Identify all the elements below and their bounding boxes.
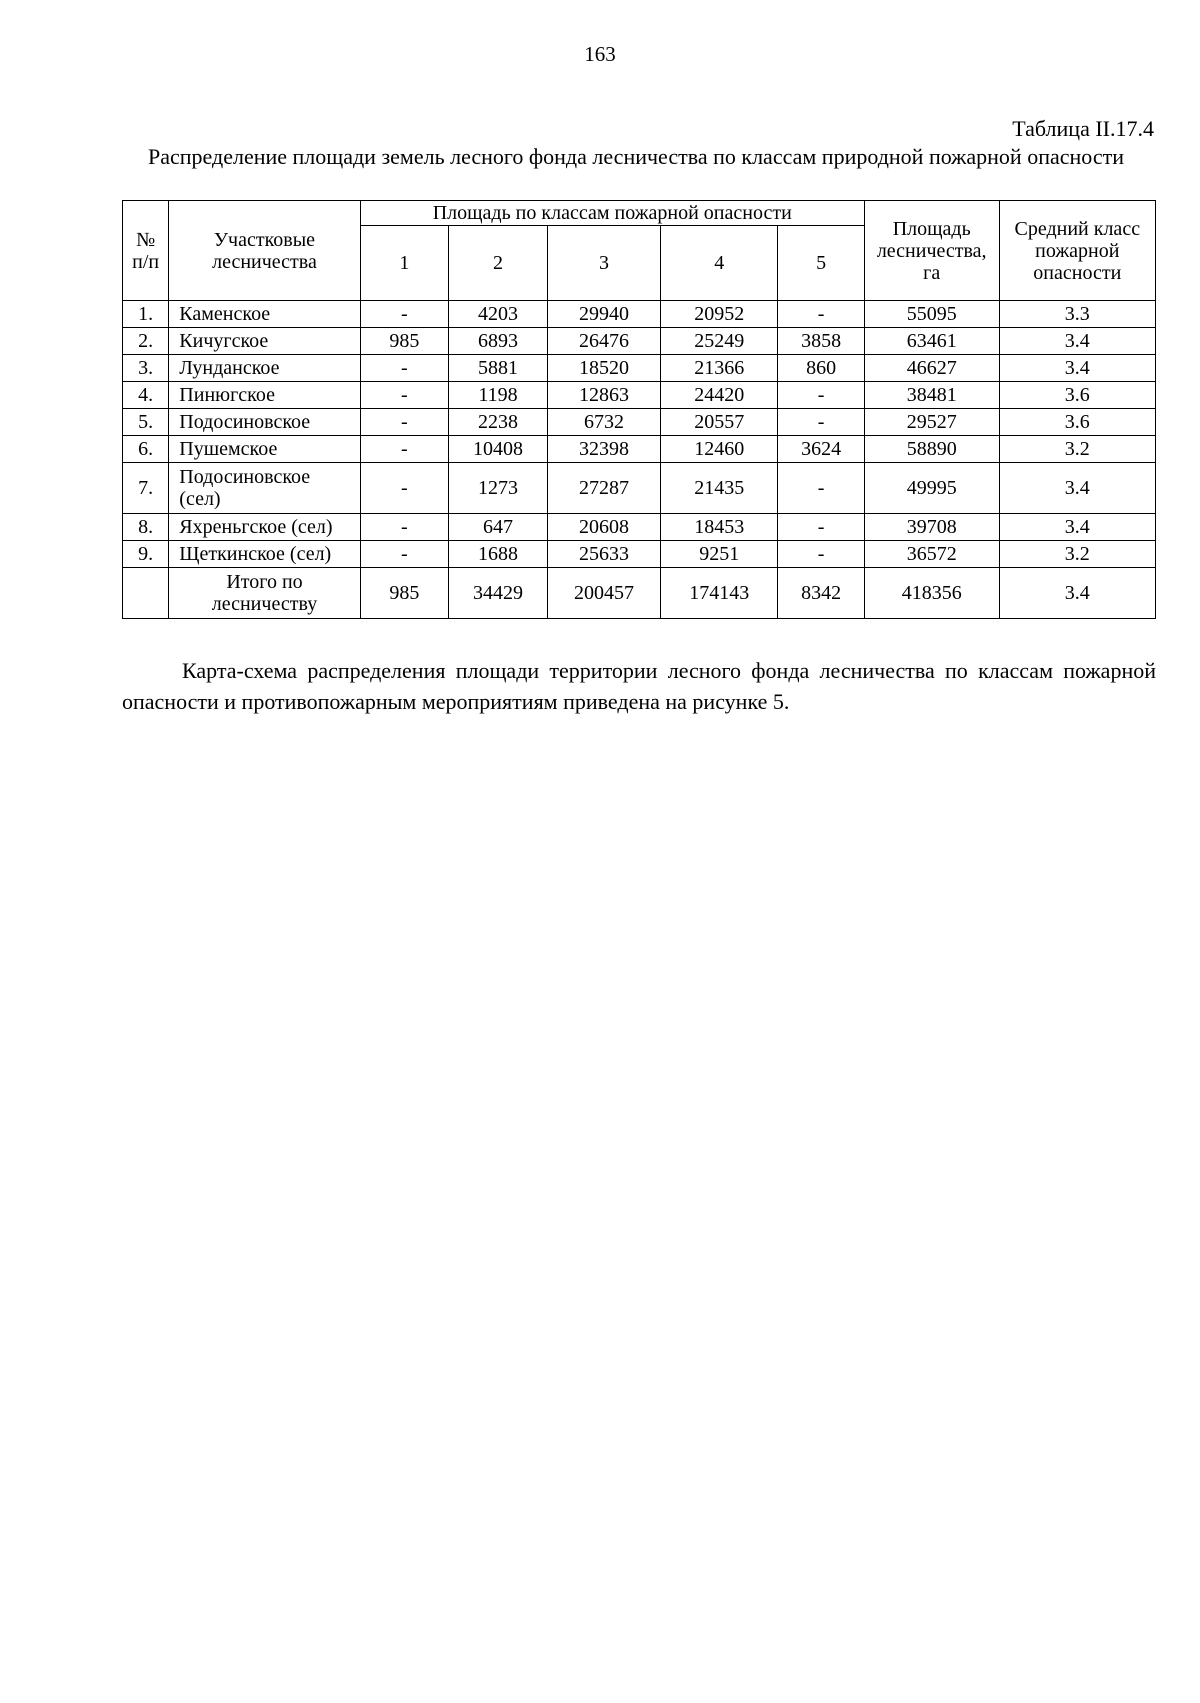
row-class-5: - — [778, 301, 864, 328]
table-title: Распределение площади земель лесного фонда лесничества по классам природной пожарной опасности — [148, 144, 1124, 169]
total-row-avg: 3.4 — [999, 568, 1155, 619]
table-row — [123, 436, 1156, 463]
row-class-3: 27287 — [547, 463, 660, 514]
row-class-1: - — [360, 436, 448, 463]
row-class-1: - — [360, 541, 448, 568]
row-class-2: 1273 — [449, 463, 548, 514]
row-class-2: 1688 — [449, 541, 548, 568]
table-row — [123, 301, 1156, 328]
header-avg-class: Средний класс пожарной опасности — [999, 201, 1155, 301]
header-class-4: 4 — [661, 226, 778, 301]
row-class-3: 12863 — [547, 382, 660, 409]
row-num: 3. — [123, 355, 169, 382]
row-class-5: - — [778, 463, 864, 514]
row-class-3: 18520 — [547, 355, 660, 382]
fire-hazard-table — [122, 200, 1156, 619]
row-class-4: 21366 — [661, 355, 778, 382]
row-class-1: - — [360, 382, 448, 409]
row-name: Яхреньгское (сел) — [169, 514, 360, 541]
row-class-3: 26476 — [547, 328, 660, 355]
row-class-2: 1198 — [449, 382, 548, 409]
row-class-5: - — [778, 409, 864, 436]
row-num: 5. — [123, 409, 169, 436]
row-class-5: - — [778, 382, 864, 409]
row-name: Подосиновское (сел) — [169, 463, 360, 514]
total-row-class-1: 985 — [360, 568, 448, 619]
page-number: 163 — [584, 42, 616, 66]
header-total-area: Площадь лесничества, га — [864, 201, 999, 301]
row-class-4: 12460 — [661, 436, 778, 463]
row-class-4: 21435 — [661, 463, 778, 514]
row-class-4: 24420 — [661, 382, 778, 409]
row-avg: 3.4 — [999, 463, 1155, 514]
row-class-3: 32398 — [547, 436, 660, 463]
table-row — [123, 355, 1156, 382]
row-avg: 3.6 — [999, 409, 1155, 436]
total-row-name: Итого по лесничеству — [169, 568, 360, 619]
row-class-4: 9251 — [661, 541, 778, 568]
table-row — [123, 541, 1156, 568]
row-class-1: - — [360, 514, 448, 541]
row-class-2: 647 — [449, 514, 548, 541]
row-total: 38481 — [864, 382, 999, 409]
row-class-1: 985 — [360, 328, 448, 355]
row-avg: 3.2 — [999, 541, 1155, 568]
row-total: 36572 — [864, 541, 999, 568]
row-class-1: - — [360, 355, 448, 382]
total-row-class-2: 34429 — [449, 568, 548, 619]
row-class-1: - — [360, 301, 448, 328]
header-area-by-classes: Площадь по классам пожарной опасности — [360, 201, 864, 226]
row-avg: 3.4 — [999, 328, 1155, 355]
row-class-2: 5881 — [449, 355, 548, 382]
row-total: 63461 — [864, 328, 999, 355]
table-header-row — [123, 201, 1156, 226]
row-name: Щеткинское (сел) — [169, 541, 360, 568]
table-row — [123, 463, 1156, 514]
row-class-5: 860 — [778, 355, 864, 382]
row-num: 2. — [123, 328, 169, 355]
total-row-num — [123, 568, 169, 619]
row-class-1: - — [360, 463, 448, 514]
header-class-2: 2 — [449, 226, 548, 301]
header-district: Участковые лесничества — [169, 201, 360, 301]
header-class-5: 5 — [778, 226, 864, 301]
body-paragraph: Карта-схема распределения площади территории лесного фонда лесничества по классам пожарной опасности и противопожарным мероприятиям приведена на рисунке 5. — [122, 658, 1156, 714]
table-row — [123, 382, 1156, 409]
row-num: 7. — [123, 463, 169, 514]
row-class-5: - — [778, 541, 864, 568]
total-row-total: 418356 — [864, 568, 999, 619]
row-class-3: 6732 — [547, 409, 660, 436]
row-class-2: 10408 — [449, 436, 548, 463]
header-num: № п/п — [123, 201, 169, 301]
total-row-class-4: 174143 — [661, 568, 778, 619]
row-total: 58890 — [864, 436, 999, 463]
row-avg: 3.4 — [999, 355, 1155, 382]
row-total: 46627 — [864, 355, 999, 382]
row-avg: 3.3 — [999, 301, 1155, 328]
table-row — [123, 328, 1156, 355]
row-class-1: - — [360, 409, 448, 436]
row-avg: 3.4 — [999, 514, 1155, 541]
row-name: Пинюгское — [169, 382, 360, 409]
row-class-5: 3858 — [778, 328, 864, 355]
row-num: 1. — [123, 301, 169, 328]
table-label: Таблица II.17.4 — [1012, 116, 1154, 141]
row-class-4: 18453 — [661, 514, 778, 541]
row-avg: 3.6 — [999, 382, 1155, 409]
row-class-4: 20557 — [661, 409, 778, 436]
row-class-3: 20608 — [547, 514, 660, 541]
row-class-4: 25249 — [661, 328, 778, 355]
row-total: 39708 — [864, 514, 999, 541]
total-row-class-3: 200457 — [547, 568, 660, 619]
row-total: 55095 — [864, 301, 999, 328]
header-class-3: 3 — [547, 226, 660, 301]
header-class-1: 1 — [360, 226, 448, 301]
row-class-3: 29940 — [547, 301, 660, 328]
row-name: Каменское — [169, 301, 360, 328]
row-name: Лунданское — [169, 355, 360, 382]
row-class-2: 2238 — [449, 409, 548, 436]
row-name: Пушемское — [169, 436, 360, 463]
row-class-4: 20952 — [661, 301, 778, 328]
row-total: 29527 — [864, 409, 999, 436]
row-class-5: - — [778, 514, 864, 541]
table-row — [123, 514, 1156, 541]
row-class-2: 6893 — [449, 328, 548, 355]
row-num: 8. — [123, 514, 169, 541]
row-class-2: 4203 — [449, 301, 548, 328]
row-avg: 3.2 — [999, 436, 1155, 463]
table-row — [123, 409, 1156, 436]
row-name: Кичугское — [169, 328, 360, 355]
row-class-5: 3624 — [778, 436, 864, 463]
row-num: 4. — [123, 382, 169, 409]
row-class-3: 25633 — [547, 541, 660, 568]
row-name: Подосиновское — [169, 409, 360, 436]
row-num: 6. — [123, 436, 169, 463]
total-row-class-5: 8342 — [778, 568, 864, 619]
row-num: 9. — [123, 541, 169, 568]
table-total-row — [123, 568, 1156, 619]
row-total: 49995 — [864, 463, 999, 514]
